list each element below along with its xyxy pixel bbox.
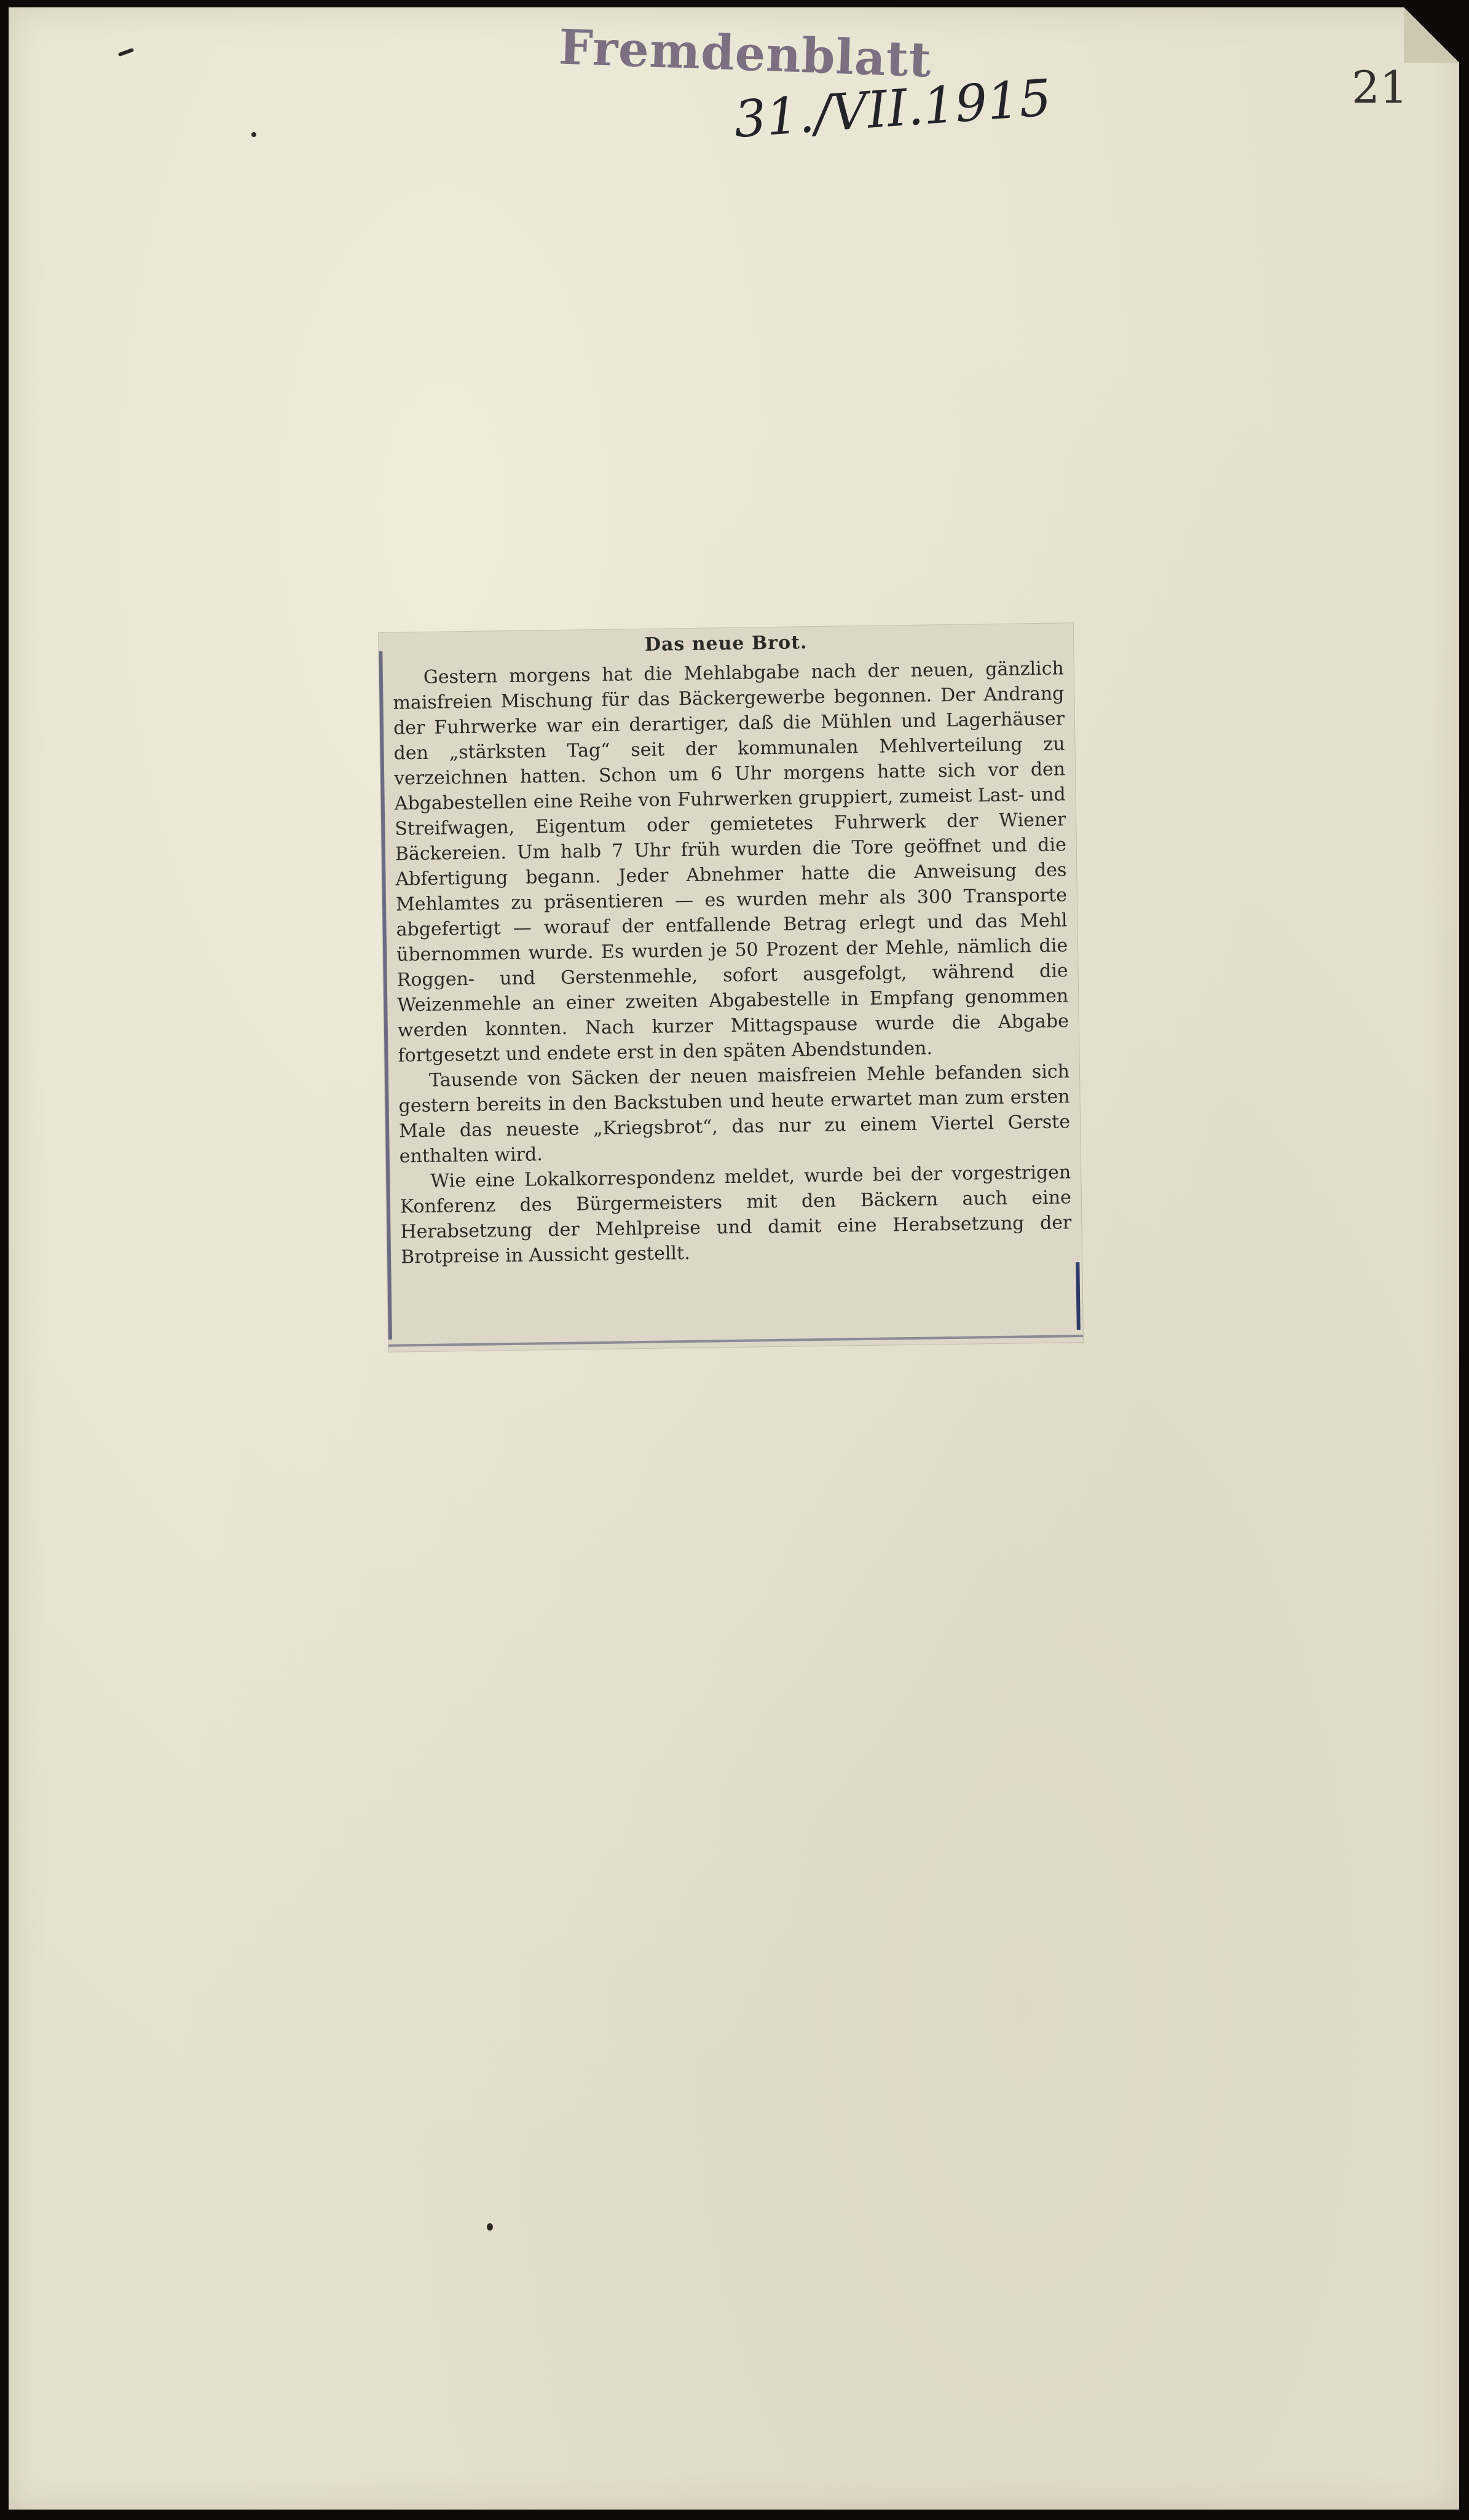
clipping-edge-mark bbox=[388, 1335, 1083, 1347]
page-number: 21 bbox=[1352, 61, 1408, 113]
newspaper-clipping bbox=[379, 623, 1083, 1352]
clipping-edge-mark bbox=[1076, 1262, 1081, 1330]
ink-speck bbox=[118, 48, 134, 57]
article-paragraph: Wie eine Lokalkorrespondenz meldet, wurde bei der vorgestrigen Konferenz des Bürgermeisters mit den Bäckern auch eine Herabsetzung der Mehlpreise und damit eine Herabsetzung der Brotpreise in Aussicht gestellt. bbox=[400, 1161, 1072, 1268]
article-body bbox=[379, 656, 1082, 1270]
ink-speck bbox=[487, 2223, 493, 2231]
ink-speck bbox=[251, 132, 256, 137]
archive-sheet bbox=[9, 7, 1459, 2510]
handwritten-date: 31./VII.1915 bbox=[732, 69, 1054, 149]
newspaper-stamp: Fremdenblatt bbox=[557, 19, 933, 88]
article-paragraph: Gestern morgens hat die Mehlabgabe nach der neuen, gänzlich maisfreien Mischung für das Bäckergewerbe begonnen. Der Andrang der Fuhrwerke war ein derartiger, daß die Mühlen und Lagerhäuser den „stärksten Tag“ seit der kommunalen Mehlverteilung zu verzeichnen hatten. Schon um 6 Uhr morgens hatte sich vor den Abgabestellen eine Reihe von Fuhrwerken gruppiert, zumeist Last- und Streifwagen, Eigentum oder gemietetes Fuhrwerk der Wiener Bäckereien. Um halb 7 Uhr früh wurden die Tore geöffnet und die Abfertigung begann. Jeder Abnehmer hatte die Anweisung des Mehlamtes zu präsentieren — es wurden mehr als 300 Transporte abgefertigt — worauf der entfallende Betrag erlegt und das Mehl übernommen wurde. Es wurden je 50 Prozent der Mehle, nämlich die Roggen- und Gerstenmehle, sofort ausgefolgt, während die Weizenmehle an einer zweiten Abgabestelle in Empfang genommen werden konnten. Nach kurzer Mittagspause wurde die Abgabe fortgesetzt und endete erst in den späten Abendstunden. bbox=[393, 657, 1069, 1067]
article-title: Das neue Brot. bbox=[644, 632, 808, 656]
folded-corner bbox=[1404, 7, 1459, 63]
article-paragraph: Tausende von Säcken der neuen maisfreien Mehle befanden sich gestern bereits in den Backstuben und heute erwartet man zum ersten Male das neueste „Kriegsbrot“, das nur zu einem Viertel Gerste enthalten wird. bbox=[398, 1061, 1071, 1168]
